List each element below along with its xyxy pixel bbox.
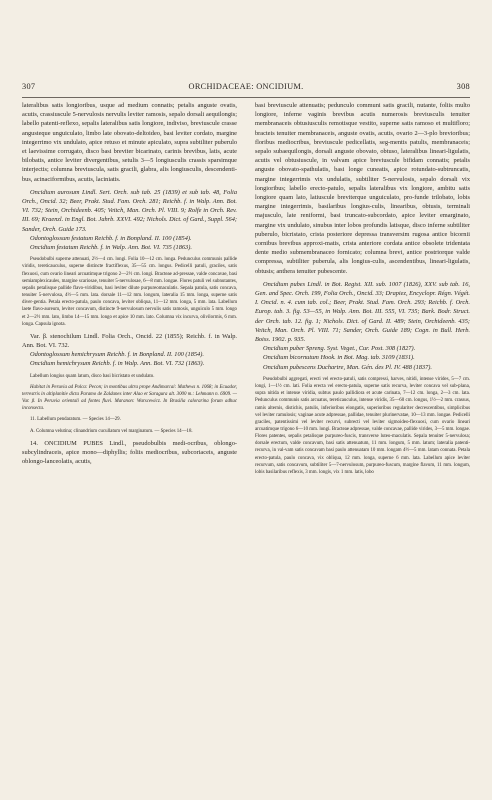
synonym-reference: Oncidium puber Spreng. Syst. Veget., Cur. Post. 308 (1827).: [263, 345, 416, 353]
running-title: ORCHIDACEAE: ONCIDIUM.: [188, 82, 304, 91]
synonym-reference: Odontoglossum festatum Reichb. f. in Bonpland. II. 100 (1854).: [30, 234, 192, 242]
key-item: 11. Labellum pendaratum. — Species 14—29.: [30, 417, 121, 423]
variety-line: Var. β. stenochilum Lindl. Folia Orch., Oncid. 22 (1855); Reichb. f. in Walp. Ann. Bot. VI. 732.: [22, 332, 237, 350]
species-description-small: Pseudobulbi superne attenuati, 2½—4 cm. longi. Folia 10—12 cm. longa. Pedunculus communis pallide viridis, tereticauculus, superne distincte fractiflexus, 35—55 cm. longus. Pedicelli patuli, graciles, satis flexuosi, cum ovario lineari arcuatimque trigono 2—2½ cm. longi. Bracteae ad-pressae, valde concavae, basi semiamplexicaules, margine scariosae, tenuiter 5-nervulosae, 6—8 mm. longae. Flores patuli vel subnutantes, sepalis petalisque pallide flavo-viridibus, basi leviter dilute purpureomaculatis. Sepala patula, satis concava, tenuiter 5-nervulosa, 4½—5 mm. lata. dorsale 11—12 mm. longum, lateralia 15 mm. longa, superne satis diver-gentia. Petala erecto-patula, paulo concava, leviter obliqua, 11—12 mm. longa, 5 mm. lata. Labellum laete flavo-aureum, leviter concavum, distincte 9-nervulosum nervulis satis ramosis, unguiculo 5 mm. longo et 2—2½ mm. lato, limbo 14—15 mm. longo et apice 10 mm. lato. Columna vix incurva, olivilormis, 6 mm. longa. Capsula ignota.: [22, 257, 237, 327]
synonym-reference: Oncidium bicornutum Hook. in Bot. Mag. tab. 3109 (1831).: [263, 354, 415, 362]
key-item: A. Columna velutina; clinandrium cucullatum vel marginatum. — Species 14—18.: [30, 428, 193, 434]
species-description-small: Pseudobulbi aggregati, erecti vel erecto-patuli, satis compressi, harves, nitidi, intense virides, 5—7 cm. longi, 1—1½ cm. lati. Folia erecta vel erecto-patula, superne satis recurva, leviter concava vel sub-plana, supra nitida et intense viridia, subtus paulo pallidiora et acute carinata, 7—12 cm. longa, 2—3 cm. lata. Pedunculus communis satis arcuatus, tereticauculus, intense viridis, 35—60 cm. longus, 1½—2 mm. crassus, ramis alternis, distichis, patulis, inferioribus elongatis, superioribus regulariter decrescentibus, simplicibus vel leviter ramulosis; vaginae acute adpressae, pallidae, tenuiter plurinervatae, 10—13 mm. longae. Pedicelli graciles, patentissimi vel leviter recurvi, subrecti vel leviter sigmoideo-flexuosi, cum ovario lineari arcuatimque trigono 6—10 mm. longi. Bracteae adpressae, valde concavae, pallide virides, 3—5 mm. longae. Flores patentes, sepalis petalisque purpureo-fuscis, transverse luteo-maculatis. Sepala tenuiter 5-nervulosa; dorsale erectum, valde concavum, basi satis attenuatum, 11 mm. longum, 5 mm. latum; lateralia patenti-recurva, in val-vam satis concavam basi paulo attenuatam 10 mm. longam 4½—5 mm. latam connata. Petala erecto-patula, paulo concava, vix obliqua, 12 mm. longa, superne 6 mm. lata. Labellum apice leviter recurvum, satis concavum, subtiliter 5—7-nervulosum, purpureo-fuscum, margine flavum, 11 mm. longum, lobis basilaribus reflexis, 3 mm. longis, vix 1 mm. latis, lobo: [255, 376, 470, 475]
habitat-note: Habitat in Peruvia ad Polca: Pecon; in montibus ultra prope Andimarcai: Mathews n. 1068; in Ecuador, terrestris in altiplanitie dicta Paramo de Zaldanes inter Alao et Saragura alt. 3000 m.: Lehmann n. 6909. — Var. β. In Peruvia orientali ad fontes fluvi. Maranon: Warscewicz. In Brasilia calorarina forum adhuc inconsecta.: [22, 384, 237, 412]
description-continued: lateralibus satis longioribus, usque ad medium connatis; petalis anguste ovatis, acutis, crassiuscule 5-nervulosis nervulis leviter ramosis, sepalo dorsali aequilongis; labello patenti-reflexo, sepalis lateralibus satis longiore, indiviso, breviuscule crasse angusteque unguiculato, limbo late obovato-deltoideo, basi leviter cordato, margine integerrimo vix undulato, apice retuso et minute apiculato, supra subtiliter puberulo et laevissime corrugato, disco basi breviter bicarinato, carinis brevibus, latis, acute bilobatis, antice leviter divergentibus, setulis 3—5 longiusculis crassis sparsimque interjectis; columna breviuscula, satis gracili, glabra, alis longiusculis, descendenti-bus, acinaciformibus, acutis, laciniatis.: [22, 102, 237, 183]
right-number: 308: [456, 82, 470, 91]
labellum-note: Labellum longius quam latum, disco basi bicristato et undulato.: [30, 373, 155, 379]
header-rule: [22, 97, 470, 98]
synonym-reference: Oncidium aurosum Lindl. Sert. Orch. sub tab. 25 (1839) et sub tab. 48, Folia Orch., Oncid. 32; Beer, Prakt. Stud. Fam. Orch. 281; Reichb. f. in Walp. Ann. Bot. VI. 732; Stein, Orchideenb. 405; Veitch, Man. Orch. Pl. VIII. 9; Rolfe in Orch. Rev. III. 69; Kraenzl. in Engl. Bot. Jahrb. XXVI. 492; Nichols. Dict. of Gard., Suppl. 564; Sander, Orch. Guide 173.: [22, 188, 237, 233]
synonym-reference: Odontoglossum hemichrysum Reichb. f. in Bonpland. II. 100 (1854).: [30, 351, 204, 359]
page-number: 307: [22, 82, 36, 91]
synonym-reference: Oncidium festatum Reichb. f. in Walp. Ann. Bot. VI. 735 (1863).: [30, 244, 192, 252]
synonym-reference: Oncidium pubescens Duchartre, Man. Gén. des Pl. IV. 488 (1837).: [263, 363, 432, 371]
synonym-reference: Oncidium pubes Lindl. in Bot. Regist. XII. sub. 1007 (1826), XXV. sub tab. 16, Gen. and Spec. Orch. 199, Folia Orch., Oncid. 33; Drapiez, Encyclopr. Régn. Végét. I. Oncid. n. 4. cum tab. col.; Beer, Prakt. Stud. Fam. Orch. 293; Reichb. f. Orch. Europ. tab. 3. fig. 53—55, in Walp. Ann. Bot. III. 555, VI. 735; Bark. Bodr. Struct. der Orch. tab. 12. fig. 1; Nichols. Dict. of Gard. II. 489; Stein, Orchideenb. 435; Veitch, Man. Orch. Pl. VIII. 71; Sander, Orch. Guide 189; Cogn. in Bull. Herb. Boiss. 1902. p. 935.: [255, 280, 470, 344]
species-heading: 14. ONCIDIUM PUBES Lindl., pseudobulbis medi-ocribus, oblongo-subcylindraceis, apice mono—diphyllis; foliis mediocribus, subcoriaceis, anguste oblongo-lanceolatis, acutis,: [22, 439, 237, 466]
right-column: [255, 101, 470, 621]
running-header: [22, 82, 470, 94]
left-column: [22, 101, 237, 761]
synonym-reference: Oncidium hemichrysum Reichb. f. in Walp. Ann. Bot. VI. 732 (1863).: [30, 360, 205, 368]
species-description: basi breviuscule attenuatis; pedunculo communi satis gracili, nutante, foliis multo longiore, inferne vaginis brevibus acutis numerosis breviusculis tenuiter membranaceis obtusiusculis remotisque vestito, superne satis ramoso et multifloro; bracteis tenuiter membranaceis, anguste ovatis, acutis, ovario 2—3-plo brevioribus; floribus mediocribus, breviuscule pedicellatis, seg-mentis patulis, membranaceis; sepalo subaequilongis, dorsali anguste obovato, obtuso, lateralibus lineari-ligulatis, acutis vel obtusiuscule, in valvam apice breviuscule bifidam connatis; petalis anguste obovato-spathulatis, basi longe cuneatis, apice rotundato-subtruncatis, margine integerrimis vix undulatis, subtiliter 5-nervulosis, sepalo dorsali vix longioribus; labello erecto-patulo, sepalis lateralibus vix longiore, ambitu satis longiore quam lato, latiuscule breviterque unguiculato, pro-funde trilobato, lobis margine integerrimis, basilaribus longius-culis, linearibus, obtusis, terminali majusculo, late reniformi, basi truncato-subcordato, apice leviter emarginato, margine vix undulato, sinubus inter lobos profundis latisque, disco inferne subtiliter puberulo, bicristato, crista posteriore depressa transversim rugosa antice bicornii cornibus brevibus approxi-matis, crista anteriore cordata antice obsolete tridentata dente medio submembranaceo fornicato; columna brevi, antice postriorque valde compressa, subtiliter puberula, alis longius-culis, ascendentibus, lineari-ligulatis, obtusis; anthera tenuiter pubescente.: [255, 102, 470, 275]
